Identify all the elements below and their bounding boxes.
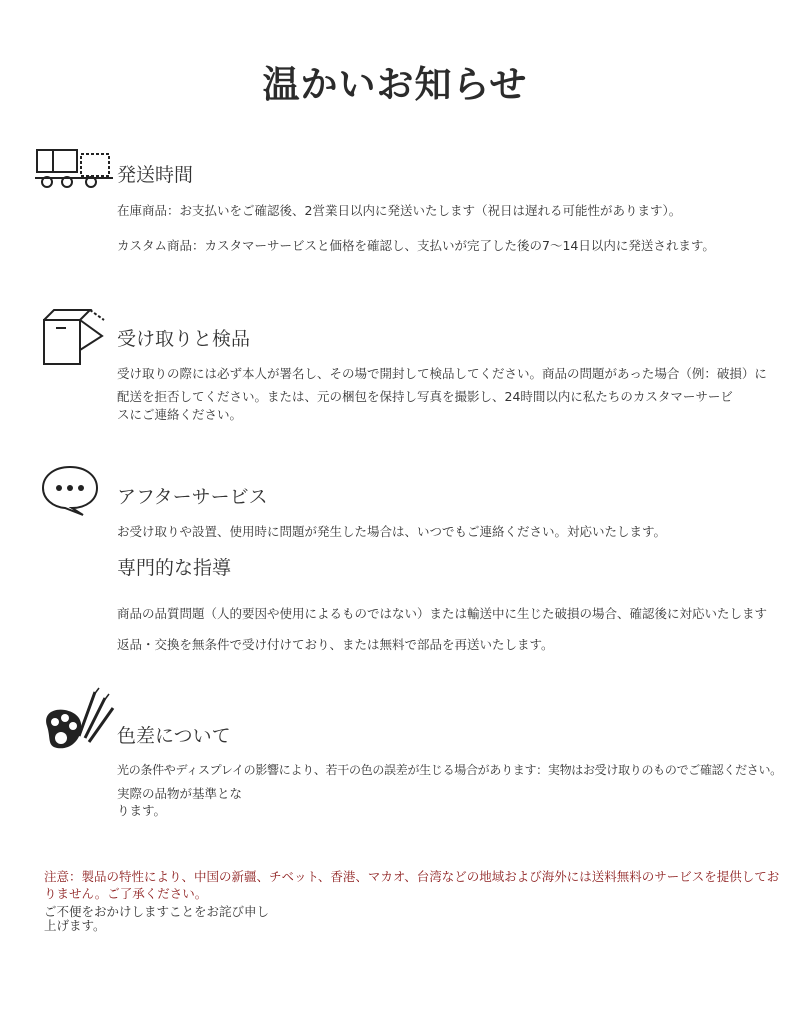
color-line-3: ります。: [117, 803, 167, 818]
notice-line-1: 注意：製品の特性により、中国の新疆、チベット、香港、マカオ、台湾などの地域および海外には送料無料のサービスを提供してお: [44, 869, 780, 884]
after-service-line-1: お受け取りや設置、使用時に問題が発生した場合は、いつでもご連絡ください。対応いたします。: [117, 524, 667, 539]
shipping-heading: 発送時間: [117, 164, 194, 186]
shipping-line-2: カスタム商品：カスタマーサービスと価格を確認し、支払いが完了した後の7〜14日以内に発送されます。: [117, 238, 715, 253]
receipt-heading: 受け取りと検品: [117, 328, 251, 350]
truck-icon: [33, 146, 117, 190]
receipt-line-3: スにご連絡ください。: [117, 407, 243, 422]
shipping-line-1: 在庫商品：お支払いをご確認後、2営業日以内に発送いたします（祝日は遅れる可能性があります）。: [117, 203, 682, 218]
after-service-heading: アフターサービス: [117, 486, 268, 508]
guidance-heading: 専門的な指導: [117, 557, 232, 579]
palette-icon: [39, 686, 117, 756]
color-heading: 色差について: [117, 725, 231, 747]
apology-line-1: ご不便をおかけしますことをお詫び申し: [44, 904, 270, 919]
receipt-line-2: 配送を拒否してください。または、元の梱包を保持し写真を撮影し、24時間以内に私たちのカスタマーサービ: [117, 389, 733, 404]
box-icon: [40, 306, 112, 368]
notice-line-2: りません。ご了承ください。: [44, 886, 208, 901]
apology-line-2: 上げます。: [44, 918, 106, 933]
chat-bubble-icon: [39, 463, 101, 519]
receipt-line-1: 受け取りの際には必ず本人が署名し、その場で開封して検品してください。商品の問題があった場合（例：破損）に: [117, 366, 767, 381]
guidance-line-1: 商品の品質問題（人的要因や使用によるものではない）または輸送中に生じた破損の場合、確認後に対応いたします: [117, 606, 768, 621]
page-title: 温かいお知らせ: [262, 63, 528, 106]
guidance-line-2: 返品・交換を無条件で受け付けており、または無料で部品を再送いたします。: [117, 637, 554, 652]
color-line-2: 実際の品物が基準とな: [117, 786, 243, 801]
color-line-1: 光の条件やディスプレイの影響により、若干の色の誤差が生じる場合があります：実物はお受け取りのものでご確認ください。: [117, 763, 782, 777]
